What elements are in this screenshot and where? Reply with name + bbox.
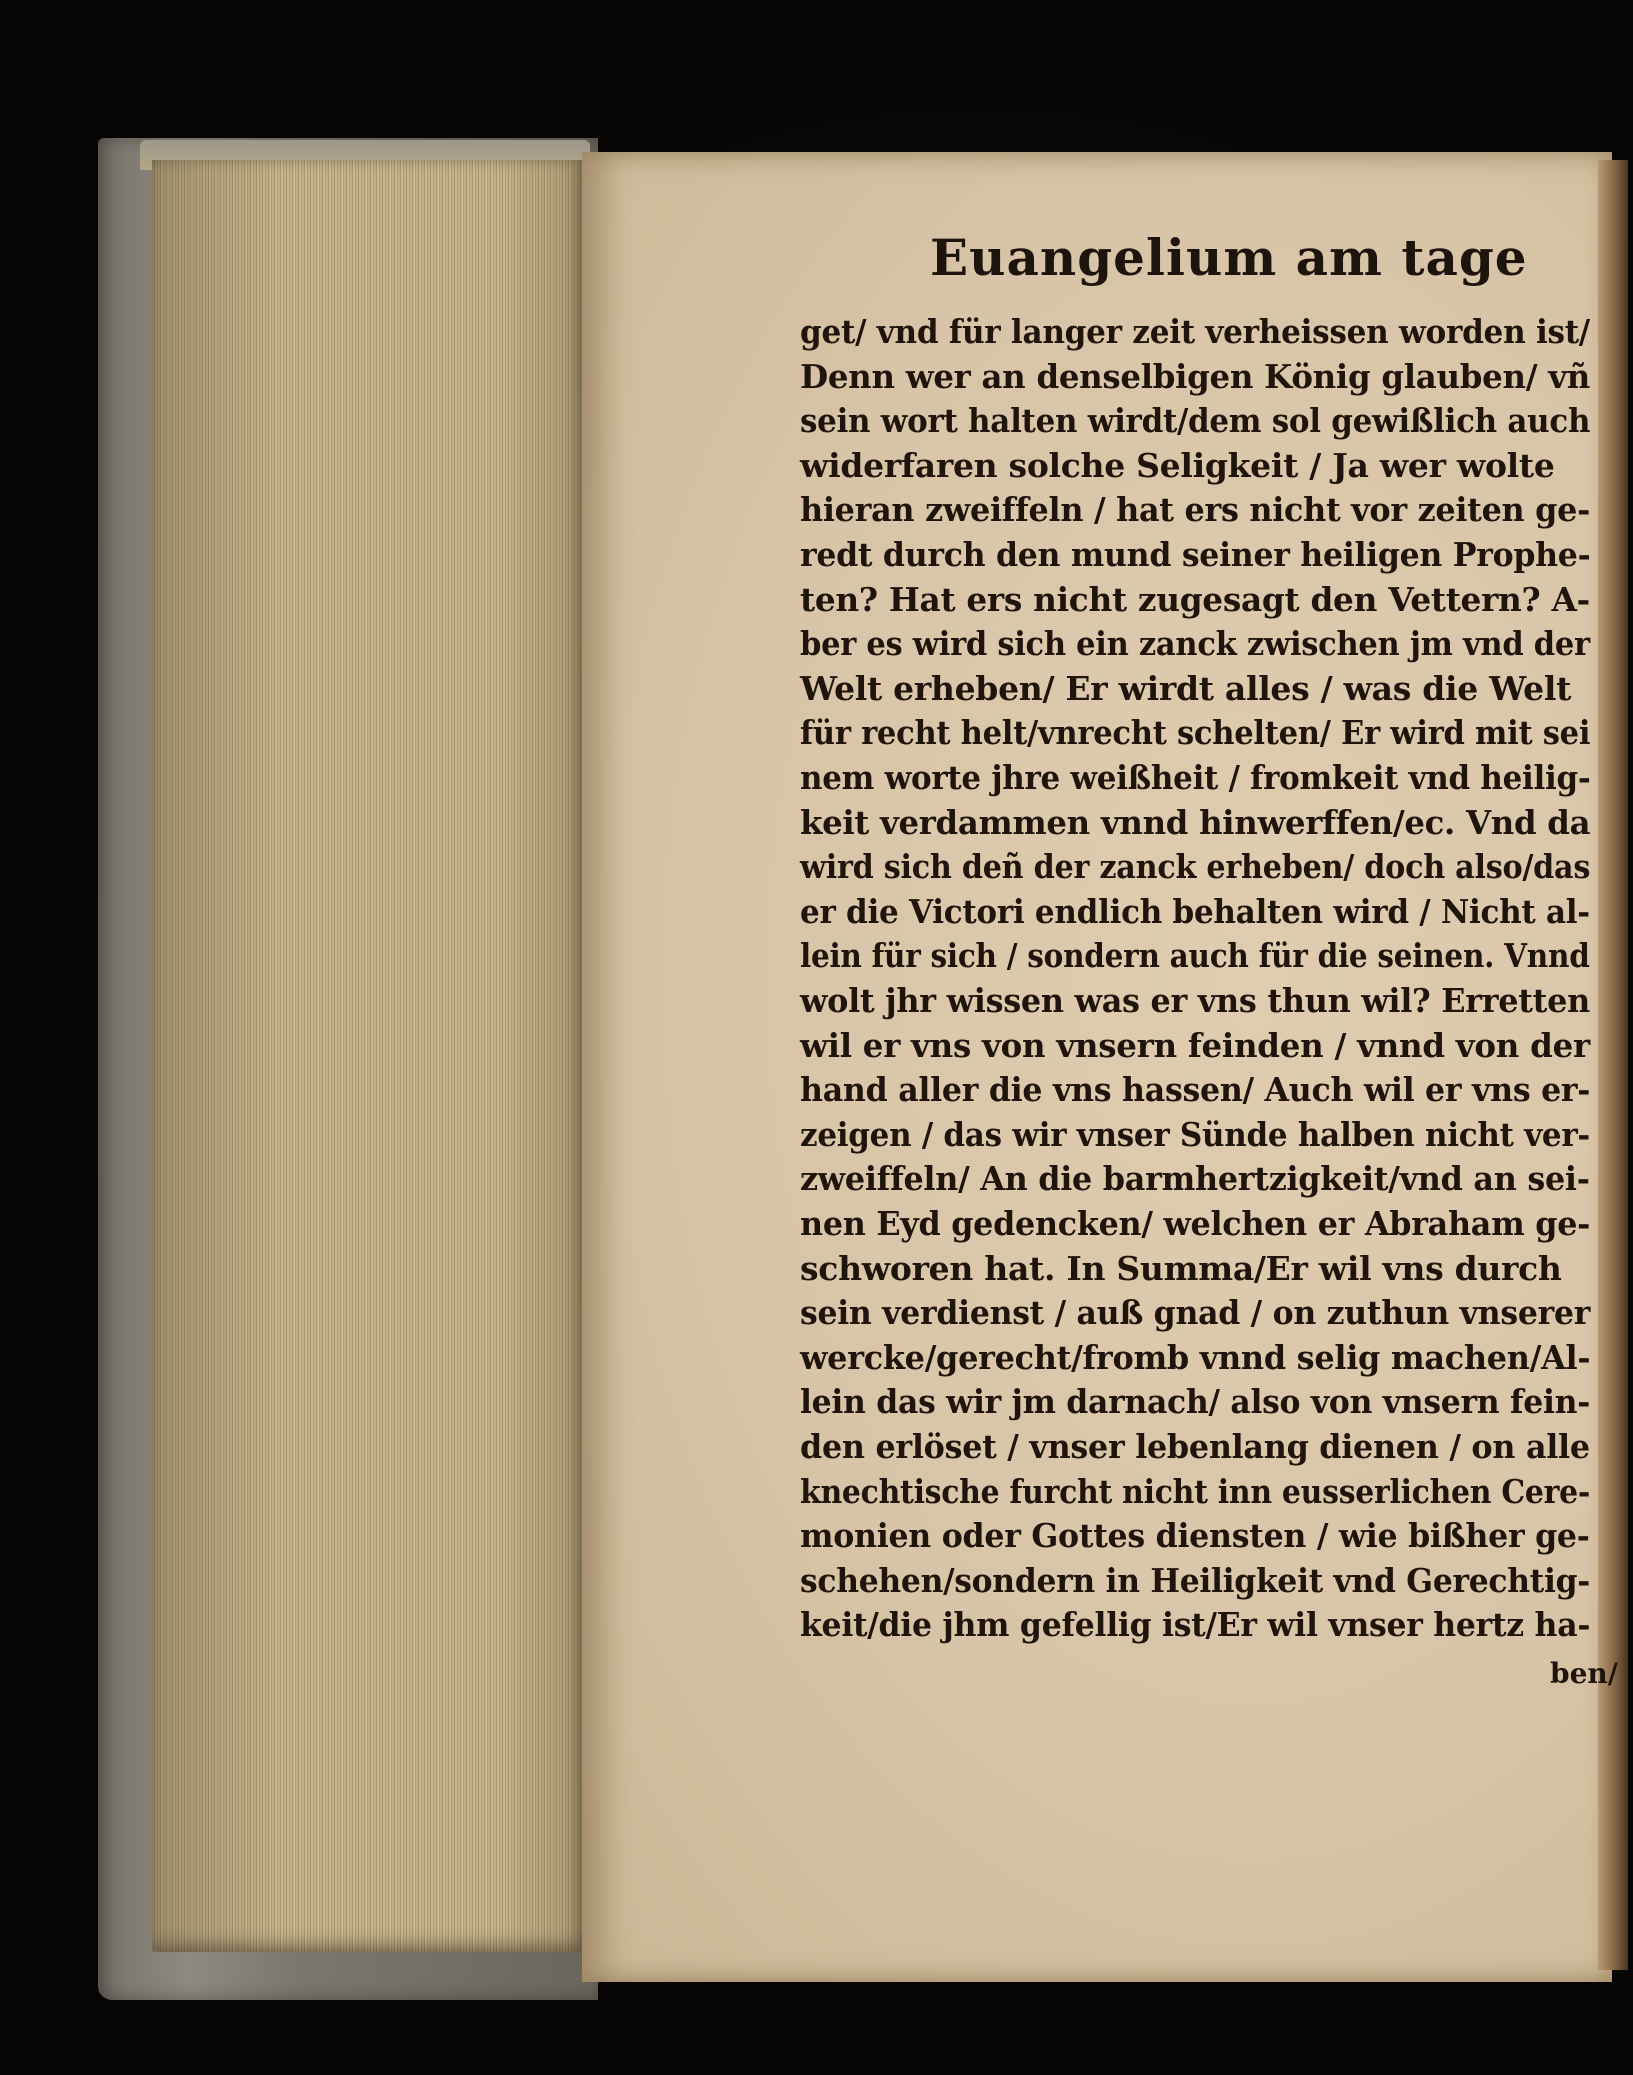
text-line: wil er vns von vnsern feinden / vnnd von der (800, 1025, 1590, 1065)
text-line: sein wort halten wirdt/dem sol gewißlich auch (800, 401, 1591, 441)
text-line: wird sich deñ der zanck erheben/ doch also/das (800, 847, 1591, 887)
text-line: wercke/gerecht/fromb vnnd selig machen/Al- (800, 1337, 1591, 1377)
text-line: nen Eyd gedencken/ welchen er Abraham ge- (800, 1204, 1591, 1243)
text-line: get/ vnd für langer zeit verheissen worden ist/ (800, 312, 1590, 351)
text-line: Welt erheben/ Er wirdt alles / was die Welt (800, 668, 1572, 708)
text-line: den erlöset / vnser lebenlang dienen / on alle (800, 1427, 1590, 1466)
text-line: zweiffeln/ An die barmhertzigkeit/vnd an sei- (800, 1159, 1590, 1199)
page-block-fore-edge (152, 160, 584, 1952)
text-line: lein für sich / sondern auch für die seinen. Vnnd (800, 936, 1590, 976)
catchword: ben/ (1550, 1657, 1618, 1690)
text-line: sein verdienst / auß gnad / on zuthun vnserer (800, 1293, 1591, 1333)
text-line: wolt jhr wissen was er vns thun wil? Erretten (800, 981, 1590, 1020)
text-line: hand aller die vns hassen/ Auch wil er vns er- (800, 1070, 1591, 1110)
text-line: Denn wer an denselbigen König glauben/ vñ (800, 356, 1591, 396)
text-line: schworen hat. In Summa/Er wil vns durch (800, 1248, 1562, 1288)
text-line: widerfaren solche Seligkeit / Ja wer wolte (800, 445, 1555, 485)
text-line: hieran zweiffeln / hat ers nicht vor zeiten ge- (800, 490, 1591, 530)
text-line: monien oder Gottes diensten / wie bißher ge- (800, 1516, 1590, 1556)
running-head: Euangelium am tage (930, 228, 1528, 287)
text-line: für recht helt/vnrecht schelten/ Er wird mit sei (800, 713, 1591, 753)
text-line: lein das wir jm darnach/ also von vnsern fein- (800, 1382, 1591, 1422)
text-line: zeigen / das wir vnser Sünde halben nicht ver- (800, 1114, 1591, 1154)
text-line: keit/die jhm gefellig ist/Er wil vnser hertz ha- (800, 1605, 1591, 1645)
text-line: ten? Hat ers nicht zugesagt den Vettern? A- (800, 579, 1590, 619)
text-line: nem worte jhre weißheit / fromkeit vnd heilig- (800, 758, 1591, 797)
text-line: ber es wird sich ein zanck zwischen jm vnd der (800, 624, 1590, 664)
text-line: schehen/sondern in Heiligkeit vnd Gerechtig- (800, 1560, 1590, 1600)
text-line: er die Victori endlich behalten wird / Nicht al- (800, 891, 1590, 931)
text-line: keit verdammen vnnd hinwerffen/ec. Vnd da (800, 802, 1591, 842)
text-line: redt durch den mund seiner heiligen Prophe- (800, 535, 1591, 574)
right-page-edge (1598, 160, 1628, 1970)
text-line: knechtische furcht nicht inn eusserlichen Cere- (800, 1471, 1591, 1511)
